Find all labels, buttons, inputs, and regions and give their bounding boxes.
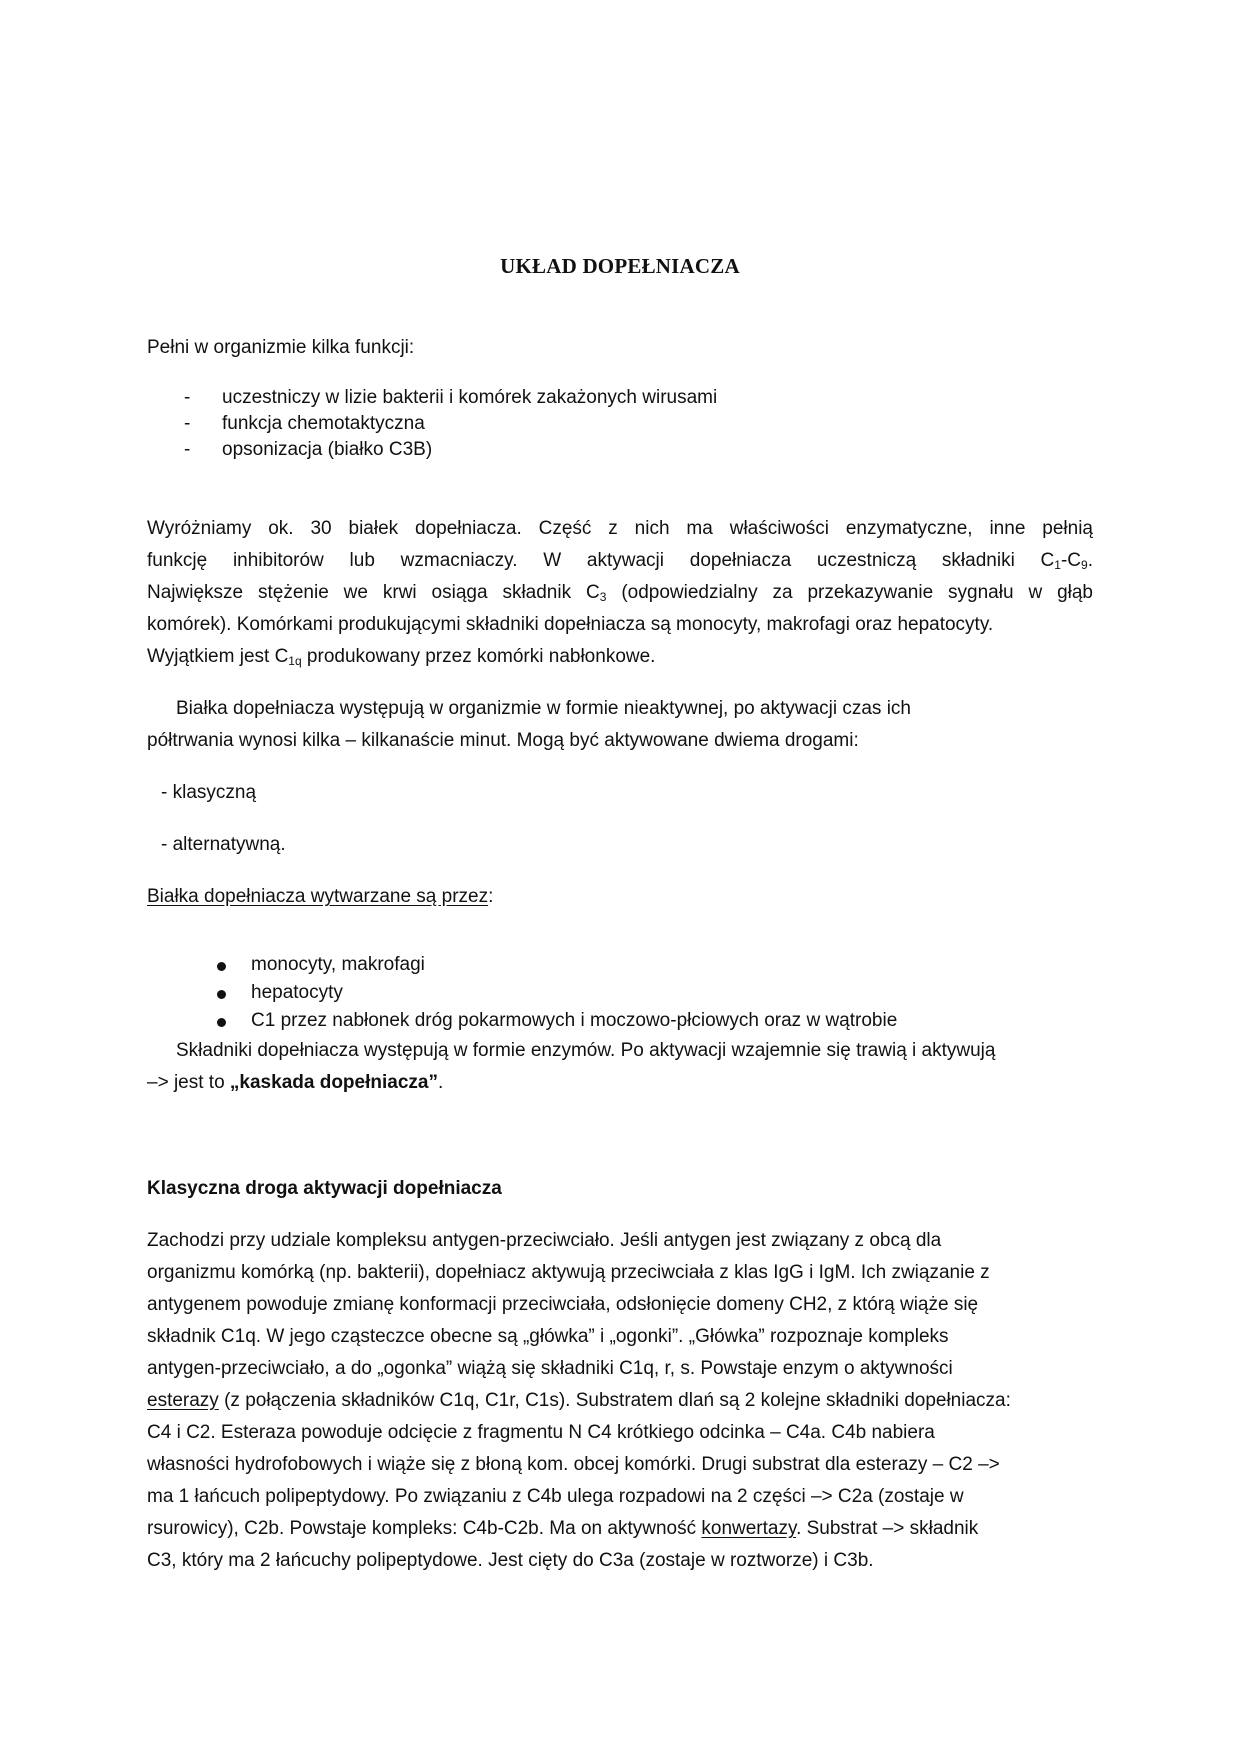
paragraph-line: C4 i C2. Esteraza powoduje odcięcie z fragmentu N C4 krótkiego odcinka – C4a. C4b nabiera: [147, 1422, 935, 1443]
list-dash: -: [184, 387, 191, 408]
list-dash: -: [184, 413, 191, 434]
pathway-item: - klasyczną: [161, 782, 257, 803]
paragraph-line: Wyjątkiem jest $C_{1q}$ produkowany przez komórki nabłonkowe.: [147, 646, 656, 668]
paragraph-line: Zachodzi przy udziale kompleksu antygen-przeciwciało. Jeśli antygen jest związany z obcą dla: [147, 1230, 942, 1251]
list-dash: -: [184, 439, 191, 460]
paragraph-line: rsurowicy), C2b. Powstaje kompleks: C4b-C2b. Ma on aktywność konwertazy. Substrat –> składnik: [147, 1518, 979, 1539]
paragraph-line: C3, który ma 2 łańcuchy polipeptydowe. Jest cięty do C3a (zostaje w roztworze) i C3b.: [147, 1550, 874, 1571]
paragraph-line: antygen-przeciwciało, a do „ogonka” wiążą się składniki C1q, r, s. Powstaje enzym o aktywności: [147, 1358, 953, 1379]
bullet-icon: [217, 990, 226, 999]
paragraph-line: esterazy (z połączenia składników C1q, C1r, C1s). Substratem dlań są 2 kolejne składniki dopełniacza:: [147, 1390, 1011, 1411]
section-heading: Klasyczna droga aktywacji dopełniacza: [147, 1178, 502, 1199]
paragraph-line: półtrwania wynosi kilka – kilkanaście minut. Mogą być aktywowane dwiema drogami:: [147, 730, 859, 751]
list-item: monocyty, makrofagi: [251, 954, 425, 975]
paragraph-line: Białka dopełniacza występują w organizmie w formie nieaktywnej, po aktywacji czas ich: [176, 698, 911, 719]
list-item: opsonizacja (białko C3B): [222, 439, 433, 460]
paragraph-line: komórek). Komórkami produkującymi składniki dopełniacza są monocyty, makrofagi oraz hepatocyty.: [147, 614, 994, 635]
page-title: UKŁAD DOPEŁNIACZA: [500, 254, 740, 278]
list-item: funkcja chemotaktyczna: [222, 413, 425, 434]
paragraph-line: funkcję inhibitorów lub wzmacniaczy. W aktywacji dopełniacza uczestniczą składniki $C_1-C_9$.: [147, 550, 1093, 572]
paragraph-line: Wyróżniamy ok. 30 białek dopełniacza. Część z nich ma właściwości enzymatyczne, inne pełnią: [147, 518, 1093, 539]
list-item: uczestniczy w lizie bakterii i komórek zakażonych wirusami: [222, 387, 718, 408]
paragraph-line: organizmu komórką (np. bakterii), dopełniacz aktywują przeciwciała z klas IgG i IgM. Ich związanie z: [147, 1262, 990, 1283]
paragraph-line: Składniki dopełniacza występują w formie enzymów. Po aktywacji wzajemnie się trawią i aktywują: [176, 1040, 996, 1061]
intro-text: Pełni w organizmie kilka funkcji:: [147, 337, 415, 358]
paragraph-line: Największe stężenie we krwi osiąga składnik $C_3$ (odpowiedzialny za przekazywanie sygnału w głąb: [147, 582, 1094, 604]
list-item: hepatocyty: [251, 982, 343, 1003]
bullet-icon: [217, 962, 226, 971]
producers-heading: Białka dopełniacza wytwarzane są przez:: [147, 886, 494, 907]
paragraph-line: składnik C1q. W jego cząsteczce obecne są „główka” i „ogonki”. „Główka” rozpoznaje kompleks: [147, 1326, 949, 1347]
pathway-item: - alternatywną.: [161, 834, 286, 855]
paragraph-line: –> jest to „kaskada dopełniacza”.: [147, 1072, 444, 1093]
paragraph-line: własności hydrofobowych i wiąże się z błoną kom. obcej komórki. Drugi substrat dla esterazy – C2 –>: [147, 1454, 1000, 1475]
paragraph-line: antygenem powoduje zmianę konformacji przeciwciała, odsłonięcie domeny CH2, z którą wiąże się: [147, 1294, 979, 1315]
list-item: C1 przez nabłonek dróg pokarmowych i moczowo-płciowych oraz w wątrobie: [251, 1010, 898, 1031]
paragraph-line: ma 1 łańcuch polipeptydowy. Po związaniu z C4b ulega rozpadowi na 2 części –> C2a (zostaje w: [147, 1486, 964, 1507]
bullet-icon: [217, 1018, 226, 1027]
